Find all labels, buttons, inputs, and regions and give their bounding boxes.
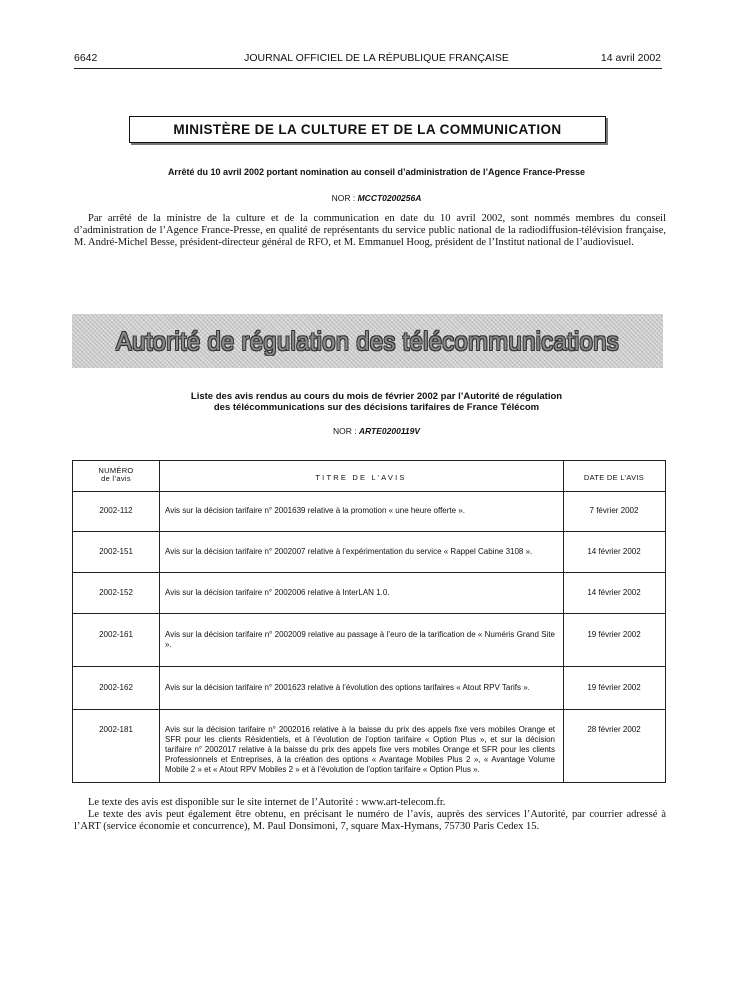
row-numero: 2002-112 (99, 506, 133, 515)
row-titre: Avis sur la décision tarifaire n° 2002016 relative à la baisse du prix des appels fixe vers mobiles Orange et SFR pour les clients Résidentiels, et à l’évolution de l’option tarifaire « Option Plus », et sur la décision tarifaire n° 2002017 relative à la baisse du prix des appels fixe vers mobiles Orange et SFR pour les clients Professionnels et Entreprises, à la création des options « Avantage Mobiles Plus 2 », « Avantage Volume Mobile 2 » et « Atout RPV Mobiles 2 » et à l’évolution de l’option tarifaire « Option Plus ». (165, 725, 555, 774)
row-divider (73, 709, 665, 710)
page-number: 6642 (74, 52, 98, 64)
row-divider (73, 491, 665, 492)
header-date: DATE DE L’AVIS (583, 473, 645, 482)
row-titre: Avis sur la décision tarifaire n° 2002009 relative au passage à l’euro de la tarification de « Numéris Grand Site ». (165, 630, 555, 649)
journal-title: JOURNAL OFFICIEL DE LA RÉPUBLIQUE FRANÇAISE (244, 52, 509, 64)
list-title-line2: des télécommunications sur des décisions tarifaires de France Télécom (213, 402, 540, 414)
list-nor (0, 426, 753, 436)
decree-nor (0, 193, 753, 203)
header-numero (73, 467, 159, 484)
ministry-heading-box (129, 116, 606, 143)
footer-contact: Le texte des avis peut également être obtenu, en précisant le numéro de l’avis, auprès des services l’Autorité, par courrier adressé à l’ART (service économie et concurrence), M. Paul Donsimoni, 7, square Max-Hymans, 75730 Paris Cedex 15. (74, 809, 666, 832)
row-date: 19 février 2002 (587, 630, 641, 639)
row-numero: 2002-152 (99, 588, 133, 597)
row-date: 19 février 2002 (587, 683, 641, 692)
nor-code: ARTE0200119V (358, 426, 421, 436)
column-divider (159, 461, 160, 782)
row-divider (73, 572, 665, 573)
ministry-heading: MINISTÈRE DE LA CULTURE ET DE LA COMMUNICATION (173, 122, 562, 137)
row-divider (73, 531, 665, 532)
list-title (0, 391, 753, 414)
decree-body: Par arrêté de la ministre de la culture et de la communication en date du 10 avril 2002, sont nommés membres du conseil d’administration de l’Agence France-Presse, en qualité de représentants du service public national de la radiodiffusion-télévision française, M. André-Michel Besse, président-directeur général de RFO, et M. Emmanuel Hoog, président de l’Institut national de l’audiovisuel. (74, 213, 666, 248)
row-date: 14 février 2002 (587, 547, 641, 556)
nor-label: NOR : (332, 426, 359, 436)
nor-code: MCCT0200256A (357, 193, 422, 203)
row-date: 28 février 2002 (587, 725, 641, 734)
authority-banner-text: Autorité de régulation des télécommunications (115, 325, 620, 356)
row-titre: Avis sur la décision tarifaire n° 2002006 relative à InterLAN 1.0. (165, 588, 390, 597)
row-date: 7 février 2002 (589, 506, 639, 515)
header-numero-line2: de l’avis (101, 474, 131, 484)
nor-label: NOR : (331, 193, 358, 203)
list-title-line1: Liste des avis rendus au cours du mois de février 2002 par l’Autorité de régulation (190, 391, 563, 402)
row-numero: 2002-181 (99, 725, 133, 734)
row-divider (73, 666, 665, 667)
row-numero: 2002-161 (99, 630, 133, 639)
row-titre: Avis sur la décision tarifaire n° 2002007 relative à l’expérimentation du service « Rappel Cabine 3108 ». (165, 547, 533, 556)
row-numero: 2002-151 (99, 547, 133, 556)
decree-title: Arrêté du 10 avril 2002 portant nomination au conseil d’administration de l’Agence France-Presse (167, 167, 586, 177)
row-date: 14 février 2002 (587, 588, 641, 597)
footer-availability: Le texte des avis est disponible sur le site internet de l’Autorité : www.art-telecom.fr. (88, 797, 446, 808)
row-titre: Avis sur la décision tarifaire n° 2001623 relative à l’évolution des options tarifaires « Atout RPV Tarifs ». (165, 683, 530, 692)
page-date: 14 avril 2002 (600, 52, 661, 64)
header-numero-line1: NUMÉRO (98, 466, 134, 475)
authority-banner (72, 314, 663, 368)
header-titre: TITRE DE L’AVIS (315, 473, 407, 482)
row-numero: 2002-162 (99, 683, 133, 692)
header-rule (74, 68, 662, 69)
row-titre: Avis sur la décision tarifaire n° 2001639 relative à la promotion « une heure offerte ». (165, 506, 465, 515)
avis-table (72, 460, 666, 783)
row-divider (73, 613, 665, 614)
